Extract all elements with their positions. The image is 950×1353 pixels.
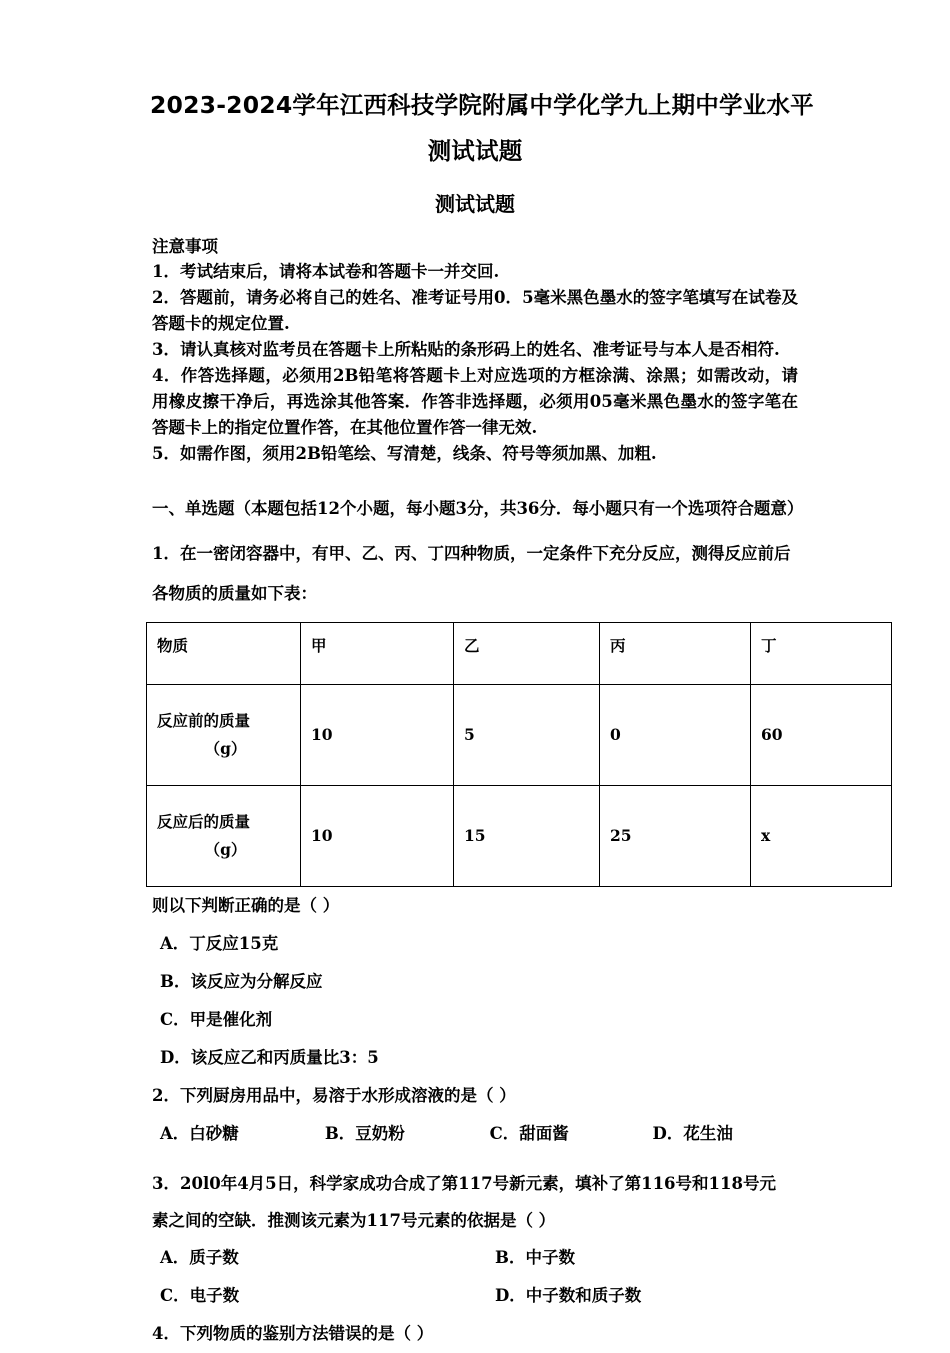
question-2-option-a[interactable]: A．白砂糖 — [160, 1124, 239, 1143]
table-cell-after-bing: 25 — [600, 786, 751, 887]
question-2-option-b[interactable]: B．豆奶粉 — [324, 1124, 405, 1143]
question-3-stem-line-2: 素之间的空缺．推测该元素为117号元素的依据是（ ） — [152, 1211, 556, 1230]
question-1-option-b[interactable]: B．该反应为分解反应 — [160, 972, 323, 991]
question-3-stem — [152, 1165, 798, 1239]
notice-heading: 注意事项 — [152, 237, 218, 256]
table-row-label-after — [147, 786, 301, 887]
page-title-line-2: 测试试题 — [427, 137, 523, 165]
row-label-text: 反应后的质量 — [157, 812, 251, 831]
table-header-row — [147, 623, 892, 685]
table-cell-before-ding: 60 — [751, 685, 892, 786]
question-1-stem-line-1: 1．在一密闭容器中，有甲、乙、丙、丁四种物质，一定条件下充分反应，测得反应前后 — [152, 544, 791, 563]
question-4-stem: 4．下列物质的鉴别方法错误的是（ ） — [152, 1324, 434, 1343]
question-3-option-a[interactable]: A．质子数 — [160, 1248, 239, 1267]
reaction-mass-table — [146, 622, 892, 887]
question-3-stem-line-1: 3．20l0年4月5日，科学家成功合成了第117号新元素，填补了第116号和118号元 — [152, 1174, 776, 1193]
question-2-option-d[interactable]: D．花生油 — [652, 1124, 733, 1143]
notice-item-3: 3．请认真核对监考员在答题卡上所粘贴的条形码上的姓名、准考证号与本人是否相符. — [152, 340, 780, 359]
table-header-bing: 丙 — [600, 623, 751, 685]
question-3-option-d[interactable]: D．中子数和质子数 — [495, 1286, 642, 1305]
table-row — [147, 685, 892, 786]
table-header-substance: 物质 — [147, 623, 301, 685]
notice-item-2: 2．答题前，请务必将自己的姓名、准考证号用0．5毫米黑色墨水的签字笔填写在试卷及答题卡的规定位置. — [152, 288, 798, 333]
notice-item-1: 1．考试结束后，请将本试卷和答题卡一并交回. — [152, 262, 500, 281]
question-3-option-c[interactable]: C．电子数 — [160, 1286, 240, 1305]
page-title-line-1: 2023-2024学年江西科技学院附属中学化学九上期中学业水平 — [150, 91, 814, 119]
table-header-ding: 丁 — [751, 623, 892, 685]
section-heading-single-choice: 一、单选题（本题包括12个小题，每小题3分，共36分．每小题只有一个选项符合题意） — [152, 499, 804, 518]
notice-block — [152, 234, 798, 467]
question-1-stem — [152, 534, 798, 614]
notice-item-5: 5．如需作图，须用2B铅笔绘、写清楚，线条、符号等须加黑、加粗. — [152, 444, 657, 463]
table-row — [147, 786, 892, 887]
notice-item-4: 4．作答选择题，必须用2B铅笔将答题卡上对应选项的方框涂满、涂黑；如需改动，请用橡皮擦干净后，再选涂其他答案．作答非选择题，必须用05毫米黑色墨水的签字笔在答题卡上的指定位置作答，在其他位置作答一律无效. — [152, 366, 798, 437]
question-1-after-table: 则以下判断正确的是（ ） — [152, 896, 340, 915]
table-cell-before-jia: 10 — [301, 685, 454, 786]
table-cell-after-ding: x — [751, 786, 892, 887]
table-header-jia: 甲 — [301, 623, 454, 685]
question-2-stem: 2．下列厨房用品中，易溶于水形成溶液的是（ ） — [152, 1086, 516, 1105]
page-title — [150, 0, 814, 174]
question-1-option-d[interactable]: D．该反应乙和丙质量比3：5 — [160, 1048, 379, 1067]
question-3-options-row-1 — [152, 1239, 798, 1277]
row-label-unit: （g） — [204, 739, 247, 758]
table-cell-after-jia: 10 — [301, 786, 454, 887]
table-header-yi: 乙 — [454, 623, 600, 685]
row-label-unit: （g） — [204, 840, 247, 859]
question-1-stem-line-2: 各物质的质量如下表： — [152, 584, 317, 603]
table-row-label-before — [147, 685, 301, 786]
row-label-text: 反应前的质量 — [157, 711, 251, 730]
question-1-option-c[interactable]: C．甲是催化剂 — [160, 1010, 273, 1029]
question-2-options — [152, 1115, 798, 1153]
question-2-option-c[interactable]: C．甜面酱 — [489, 1124, 569, 1143]
table-cell-after-yi: 15 — [454, 786, 600, 887]
question-3-options-row-2 — [152, 1277, 798, 1315]
page-subtitle: 测试试题 — [435, 192, 515, 216]
table-cell-before-bing: 0 — [600, 685, 751, 786]
table-cell-before-yi: 5 — [454, 685, 600, 786]
question-1-option-a[interactable]: A．丁反应15克 — [160, 934, 279, 953]
question-3-option-b[interactable]: B．中子数 — [495, 1248, 575, 1267]
